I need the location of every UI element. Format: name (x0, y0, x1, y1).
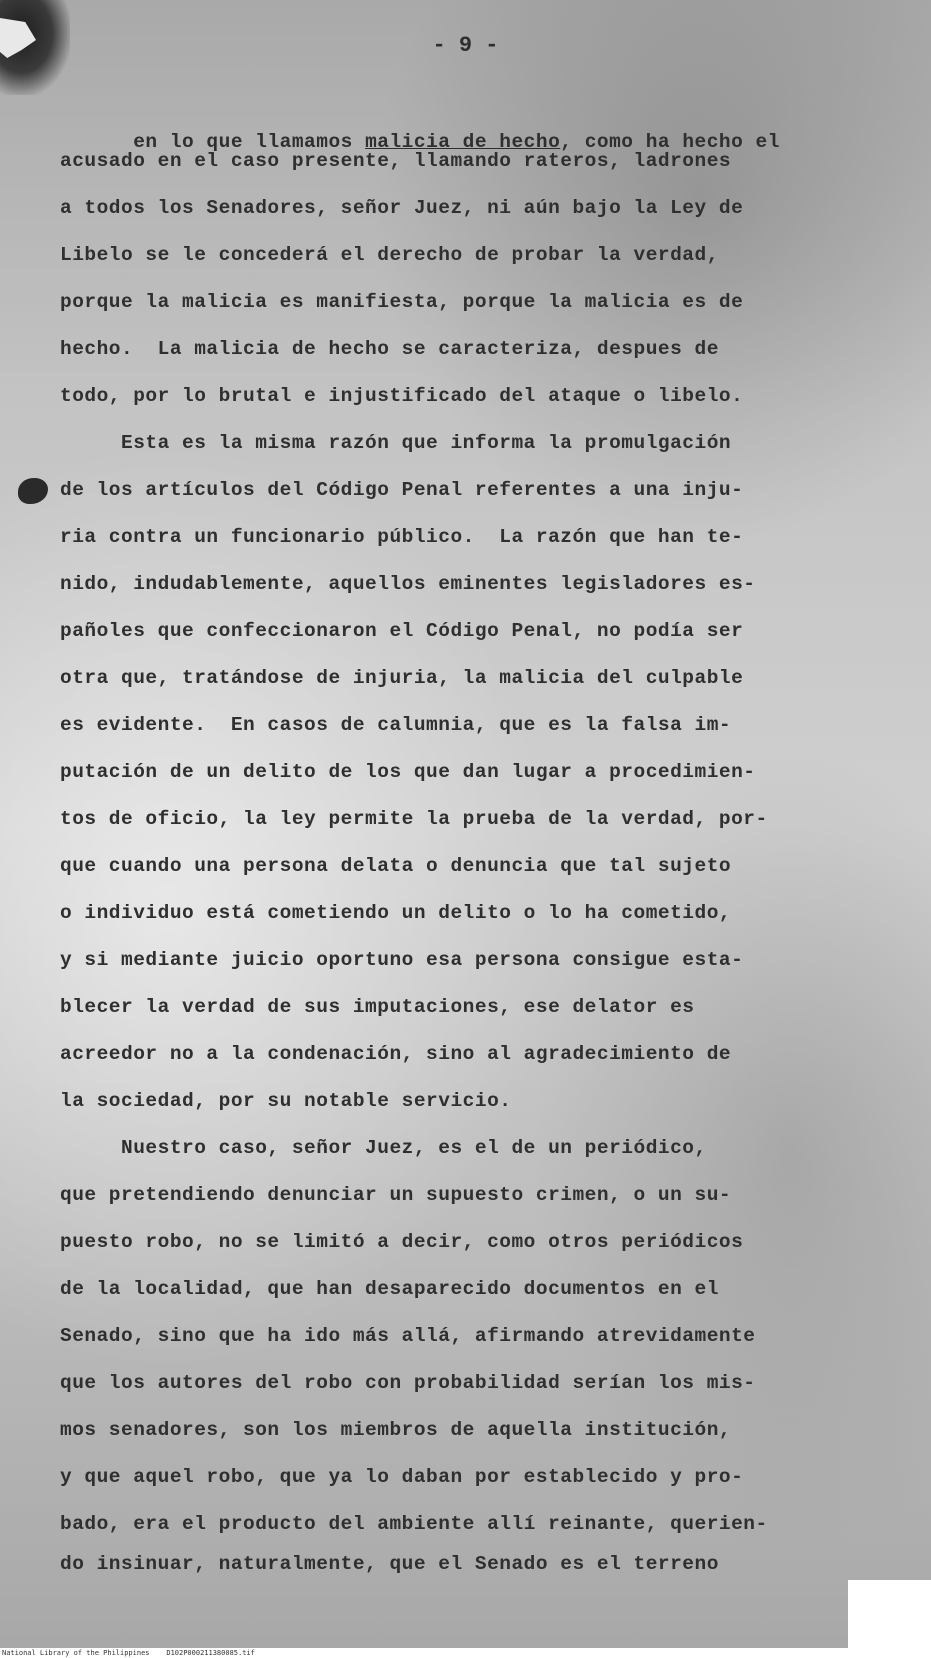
text-line: Esta es la misma razón que informa la promulgación (60, 432, 732, 454)
text-line: de la localidad, que han desaparecido documentos en el (60, 1278, 719, 1300)
text-line: acusado en el caso presente, llamando rateros, ladrones (60, 150, 732, 172)
page-number: - 9 - (432, 33, 499, 58)
text-line: que pretendiendo denunciar un supuesto crimen, o un su- (60, 1184, 732, 1206)
text-line: Libelo se le concederá el derecho de probar la verdad, (60, 244, 719, 266)
text-line: pañoles que confeccionaron el Código Penal, no podía ser (60, 620, 744, 642)
text-span: , como ha hecho el (560, 131, 780, 153)
text-line: Nuestro caso, señor Juez, es el de un periódico, (60, 1137, 707, 1159)
text-line: y que aquel robo, que ya lo daban por establecido y pro- (60, 1466, 744, 1488)
text-line: Senado, sino que ha ido más allá, afirmando atrevidamente (60, 1325, 756, 1347)
text-line: de los artículos del Código Penal referentes a una inju- (60, 479, 744, 501)
text-line: todo, por lo brutal e injustificado del ataque o libelo. (60, 385, 744, 407)
text-line: blecer la verdad de sus imputaciones, ese delator es (60, 996, 695, 1018)
footer (0, 1648, 931, 1658)
scan-patch (848, 1580, 931, 1648)
text-line: otra que, tratándose de injuria, la malicia del culpable (60, 667, 744, 689)
underlined-term: malicia de hecho (365, 131, 561, 153)
text-line: nido, indudablemente, aquellos eminentes legisladores es- (60, 573, 756, 595)
text-line: que los autores del robo con probabilidad serían los mis- (60, 1372, 756, 1394)
footer-text: National Library of the Philippines D102P000211380085.tif (2, 1649, 255, 1657)
text-line: mos senadores, son los miembros de aquella institución, (60, 1419, 732, 1441)
text-line: do insinuar, naturalmente, que el Senado es el terreno (60, 1553, 719, 1575)
text-line: a todos los Senadores, señor Juez, ni aún bajo la Ley de (60, 197, 744, 219)
text-line: tos de oficio, la ley permite la prueba de la verdad, por- (60, 808, 768, 830)
text-line: porque la malicia es manifiesta, porque la malicia es de (60, 291, 744, 313)
text-line: puesto robo, no se limitó a decir, como otros periódicos (60, 1231, 744, 1253)
text-line: la sociedad, por su notable servicio. (60, 1090, 512, 1112)
text-line: que cuando una persona delata o denuncia que tal sujeto (60, 855, 732, 877)
text-line: es evidente. En casos de calumnia, que es la falsa im- (60, 714, 732, 736)
text-line: o individuo está cometiendo un delito o lo ha cometido, (60, 902, 732, 924)
body-text (60, 100, 890, 1620)
text-line: bado, era el producto del ambiente allí reinante, querien- (60, 1513, 768, 1535)
text-line: ria contra un funcionario público. La razón que han te- (60, 526, 744, 548)
text-line: y si mediante juicio oportuno esa persona consigue esta- (60, 949, 744, 971)
text-line: acreedor no a la condenación, sino al agradecimiento de (60, 1043, 732, 1065)
text-line: hecho. La malicia de hecho se caracteriza, despues de (60, 338, 719, 360)
text-span: en lo que llamamos (133, 131, 366, 153)
text-line: putación de un delito de los que dan lugar a procedimien- (60, 761, 756, 783)
ink-blot (18, 478, 48, 504)
